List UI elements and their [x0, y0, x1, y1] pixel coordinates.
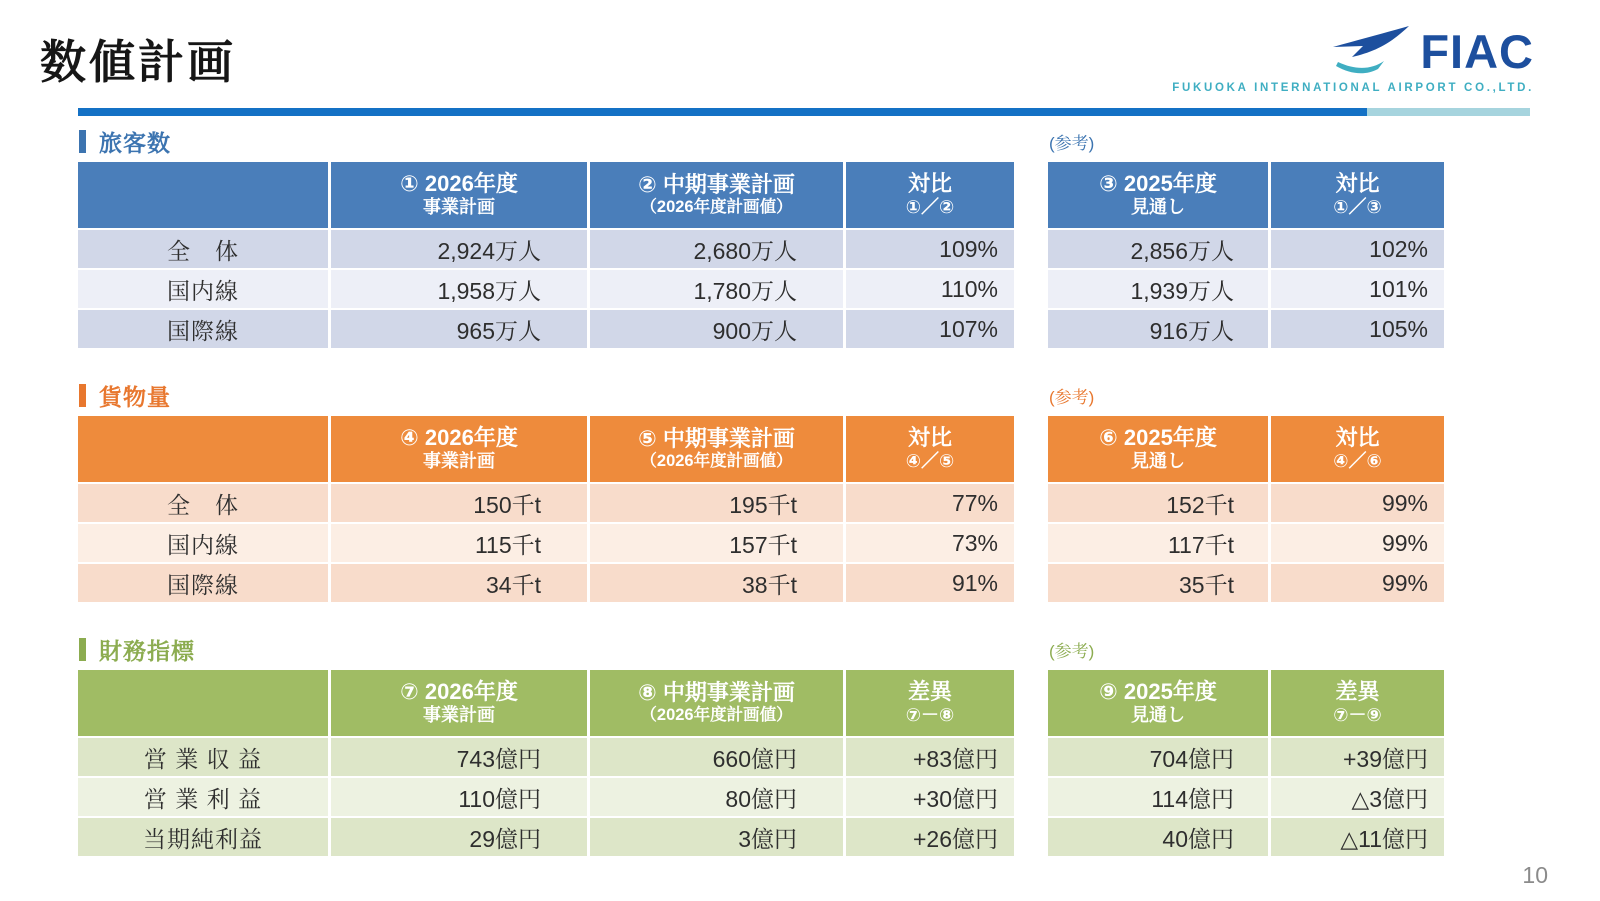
fiac-logo-row	[1172, 24, 1534, 78]
header-line1: ⑦ 2026年度	[400, 679, 518, 705]
cell-value: 660億円	[590, 738, 843, 776]
cell-value: 152千t	[1048, 484, 1268, 522]
column-header	[846, 416, 1014, 482]
header-line2: 事業計画	[423, 197, 495, 218]
cell-value: 3億円	[590, 818, 843, 856]
fiac-logo-text: FIAC	[1420, 24, 1534, 78]
header-line1: 対比	[907, 171, 952, 197]
header-line2: 事業計画	[423, 451, 495, 472]
reference-table	[1048, 162, 1444, 348]
header-line2: 見通し	[1131, 197, 1185, 218]
column-header	[331, 162, 587, 228]
cell-value: 114億円	[1048, 778, 1268, 816]
cell-value: 117千t	[1048, 524, 1268, 562]
fiac-logo-subtitle: FUKUOKA INTERNATIONAL AIRPORT CO.,LTD.	[1172, 82, 1534, 94]
header-line1: ⑧ 中期事業計画	[638, 680, 795, 706]
cell-value: 102%	[1271, 230, 1444, 268]
cell-value: 965万人	[331, 310, 587, 348]
divider-light	[1367, 108, 1530, 116]
row-label: 営 業 収 益	[78, 738, 328, 776]
cell-value: 107%	[846, 310, 1014, 348]
tables-row	[78, 670, 1458, 856]
cell-value: +30億円	[846, 778, 1014, 816]
header-line2: ⑦－⑨	[1333, 705, 1382, 726]
column-header	[331, 416, 587, 482]
column-header	[1271, 416, 1444, 482]
cell-value: 101%	[1271, 270, 1444, 308]
column-header	[1048, 670, 1268, 736]
content	[78, 126, 1458, 856]
main-table	[78, 670, 1014, 856]
cell-value: 1,958万人	[331, 270, 587, 308]
cell-value: 91%	[846, 564, 1014, 602]
header-line2: ⑦－⑧	[905, 705, 955, 726]
reference-table	[1048, 670, 1444, 856]
header-line2: ④／⑤	[905, 451, 955, 472]
section-marker	[79, 384, 86, 407]
row-label: 全 体	[78, 230, 328, 268]
header-line1: ⑥ 2025年度	[1099, 425, 1217, 451]
cell-value: 110%	[846, 270, 1014, 308]
section-marker	[79, 638, 86, 661]
header-line2: ④／⑥	[1333, 451, 1382, 472]
reference-label: (参考)	[1049, 642, 1095, 661]
header-line2: 見通し	[1131, 705, 1185, 726]
cell-value: 115千t	[331, 524, 587, 562]
reference-table	[1048, 416, 1444, 602]
main-table	[78, 162, 1014, 348]
cell-value: 2,924万人	[331, 230, 587, 268]
row-label: 当期純利益	[78, 818, 328, 856]
header-line1: ② 中期事業計画	[638, 172, 795, 198]
fiac-logo	[1172, 24, 1534, 94]
cell-value: 80億円	[590, 778, 843, 816]
header-line1: 対比	[1335, 171, 1380, 197]
cell-value: 1,939万人	[1048, 270, 1268, 308]
header-line2: （2026年度計画値）	[640, 706, 793, 725]
section-title: 財務指標	[99, 637, 195, 664]
cell-value: 29億円	[331, 818, 587, 856]
cell-value: 157千t	[590, 524, 843, 562]
column-header	[590, 416, 843, 482]
cell-value: 704億円	[1048, 738, 1268, 776]
cell-value: 40億円	[1048, 818, 1268, 856]
header-line1: 差異	[1335, 679, 1380, 705]
corner-header-cell	[78, 670, 328, 736]
reference-label: (参考)	[1049, 388, 1095, 407]
column-header	[331, 670, 587, 736]
cell-value: 35千t	[1048, 564, 1268, 602]
column-header	[846, 670, 1014, 736]
section-cargo	[78, 380, 1458, 602]
cell-value: 99%	[1271, 524, 1444, 562]
row-label: 国際線	[78, 310, 328, 348]
main-table	[78, 416, 1014, 602]
tables-row	[78, 162, 1458, 348]
cell-value: 73%	[846, 524, 1014, 562]
corner-header-cell	[78, 162, 328, 228]
section-marker	[79, 130, 86, 153]
cell-value: 34千t	[331, 564, 587, 602]
section-title: 貨物量	[99, 383, 171, 410]
cell-value: 109%	[846, 230, 1014, 268]
header-line1: ① 2026年度	[400, 171, 518, 197]
cell-value: +39億円	[1271, 738, 1444, 776]
cell-value: 2,856万人	[1048, 230, 1268, 268]
fiac-logo-icon	[1320, 24, 1412, 78]
cell-value: +83億円	[846, 738, 1014, 776]
header-line2: 見通し	[1131, 451, 1185, 472]
page-number: 10	[1522, 862, 1548, 888]
header-line1: 対比	[907, 425, 952, 451]
cell-value: +26億円	[846, 818, 1014, 856]
header-line1: ⑤ 中期事業計画	[638, 426, 795, 452]
header-line1: 差異	[907, 679, 952, 705]
header-line1: ④ 2026年度	[400, 425, 518, 451]
cell-value: 110億円	[331, 778, 587, 816]
section-financial	[78, 634, 1458, 856]
header-line1: 対比	[1335, 425, 1380, 451]
header-line2: 事業計画	[423, 705, 495, 726]
cell-value: 916万人	[1048, 310, 1268, 348]
row-label: 全 体	[78, 484, 328, 522]
cell-value: △11億円	[1271, 818, 1444, 856]
header-line2: ①／③	[1333, 197, 1382, 218]
header-line2: （2026年度計画値）	[640, 452, 793, 471]
page-title: 数値計画	[40, 36, 236, 88]
cell-value: 77%	[846, 484, 1014, 522]
tables-row	[78, 416, 1458, 602]
row-label: 営 業 利 益	[78, 778, 328, 816]
reference-label: (参考)	[1049, 134, 1095, 153]
header-line2: ①／②	[905, 197, 955, 218]
title-divider	[78, 108, 1530, 116]
header-line2: （2026年度計画値）	[640, 198, 793, 217]
corner-header-cell	[78, 416, 328, 482]
cell-value: 105%	[1271, 310, 1444, 348]
column-header	[1048, 162, 1268, 228]
cell-value: 195千t	[590, 484, 843, 522]
row-label: 国内線	[78, 270, 328, 308]
column-header	[590, 670, 843, 736]
column-header	[590, 162, 843, 228]
section-header	[79, 634, 1458, 664]
cell-value: 38千t	[590, 564, 843, 602]
header-line1: ③ 2025年度	[1099, 171, 1217, 197]
cell-value: 99%	[1271, 484, 1444, 522]
header-line1: ⑨ 2025年度	[1099, 679, 1217, 705]
cell-value: 2,680万人	[590, 230, 843, 268]
section-title: 旅客数	[99, 129, 171, 156]
column-header	[1048, 416, 1268, 482]
column-header	[1271, 670, 1444, 736]
cell-value: △3億円	[1271, 778, 1444, 816]
cell-value: 150千t	[331, 484, 587, 522]
cell-value: 1,780万人	[590, 270, 843, 308]
divider-dark	[78, 108, 1367, 116]
row-label: 国内線	[78, 524, 328, 562]
section-passengers	[78, 126, 1458, 348]
column-header	[1271, 162, 1444, 228]
cell-value: 900万人	[590, 310, 843, 348]
section-header	[79, 380, 1458, 410]
column-header	[846, 162, 1014, 228]
section-header	[79, 126, 1458, 156]
row-label: 国際線	[78, 564, 328, 602]
cell-value: 99%	[1271, 564, 1444, 602]
cell-value: 743億円	[331, 738, 587, 776]
